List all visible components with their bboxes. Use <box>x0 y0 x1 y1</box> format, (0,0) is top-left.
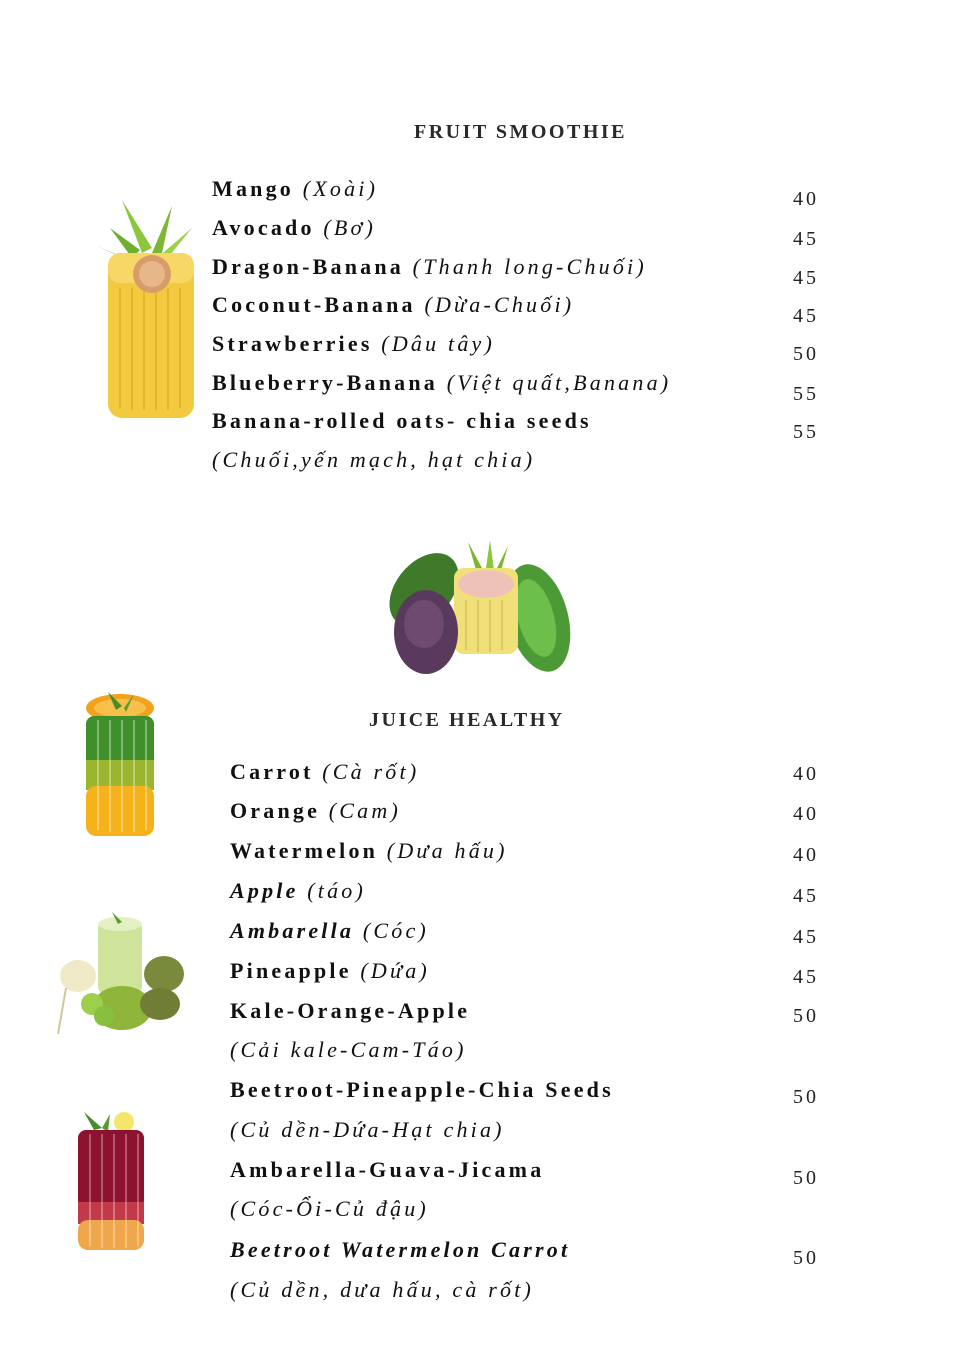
smoothie-price-strawberries: 50 <box>793 343 819 365</box>
juice-price-orange: 40 <box>793 803 819 825</box>
green-orange-juice-image <box>80 690 160 845</box>
juice-item-apple: Apple (táo) <box>230 878 367 903</box>
section-title-juice-healthy: JUICE HEALTHY <box>369 709 565 731</box>
beetroot-juice-image <box>76 1110 148 1252</box>
avocado-smoothie-image <box>386 540 576 680</box>
ambarella-juice-image <box>56 912 186 1037</box>
juice-item-pineapple: Pineapple (Dứa) <box>230 958 430 983</box>
smoothie-item-coconut-banana: Coconut-Banana (Dừa-Chuối) <box>212 292 575 317</box>
juice-item-beetroot-pineapple-chia: Beetroot-Pineapple-Chia Seeds <box>230 1077 614 1102</box>
juice-price-kale-orange-apple: 50 <box>793 1005 819 1027</box>
smoothie-item-dragon-banana: Dragon-Banana (Thanh long-Chuối) <box>212 254 647 279</box>
smoothie-price-avocado: 45 <box>793 228 819 250</box>
smoothie-price-blueberry-banana: 55 <box>793 383 819 405</box>
juice-item-orange: Orange (Cam) <box>230 798 401 823</box>
smoothie-item-banana-oats-chia-vi: (Chuối,yến mạch, hạt chia) <box>212 447 536 472</box>
smoothie-item-avocado: Avocado (Bơ) <box>212 215 376 240</box>
juice-item-kale-orange-apple: Kale-Orange-Apple <box>230 998 471 1023</box>
juice-item-carrot: Carrot (Cà rốt) <box>230 759 420 784</box>
mango-smoothie-image <box>92 198 202 423</box>
smoothie-item-mango: Mango (Xoài) <box>212 176 379 201</box>
smoothie-price-banana-oats-chia: 55 <box>793 421 819 443</box>
juice-item-kale-orange-apple-vi: (Cải kale-Cam-Táo) <box>230 1037 467 1062</box>
juice-item-ambarella: Ambarella (Cóc) <box>230 918 429 943</box>
juice-price-pineapple: 45 <box>793 966 819 988</box>
juice-price-beetroot-pineapple-chia: 50 <box>793 1086 819 1108</box>
juice-item-ambarella-guava-jicama: Ambarella-Guava-Jicama <box>230 1157 545 1182</box>
smoothie-item-banana-oats-chia: Banana-rolled oats- chia seeds <box>212 408 592 433</box>
juice-price-apple: 45 <box>793 885 819 907</box>
juice-item-ambarella-guava-jicama-vi: (Cóc-Ổi-Củ đậu) <box>230 1196 429 1221</box>
juice-item-beetroot-watermelon-carrot-vi: (Củ dền, dưa hấu, cà rốt) <box>230 1277 535 1302</box>
smoothie-item-strawberries: Strawberries (Dâu tây) <box>212 331 496 356</box>
juice-price-carrot: 40 <box>793 763 819 785</box>
smoothie-price-dragon-banana: 45 <box>793 267 819 289</box>
section-title-fruit-smoothie: FRUIT SMOOTHIE <box>414 121 627 143</box>
juice-price-ambarella-guava-jicama: 50 <box>793 1167 819 1189</box>
smoothie-item-blueberry-banana: Blueberry-Banana (Việt quất,Banana) <box>212 370 672 395</box>
smoothie-price-coconut-banana: 45 <box>793 305 819 327</box>
juice-item-beetroot-watermelon-carrot: Beetroot Watermelon Carrot <box>230 1237 571 1262</box>
juice-price-watermelon: 40 <box>793 844 819 866</box>
juice-price-beetroot-watermelon-carrot: 50 <box>793 1247 819 1269</box>
juice-item-watermelon: Watermelon (Dưa hấu) <box>230 838 508 863</box>
smoothie-price-mango: 40 <box>793 188 819 210</box>
juice-item-beetroot-pineapple-chia-vi: (Củ dền-Dứa-Hạt chia) <box>230 1117 505 1142</box>
juice-price-ambarella: 45 <box>793 926 819 948</box>
